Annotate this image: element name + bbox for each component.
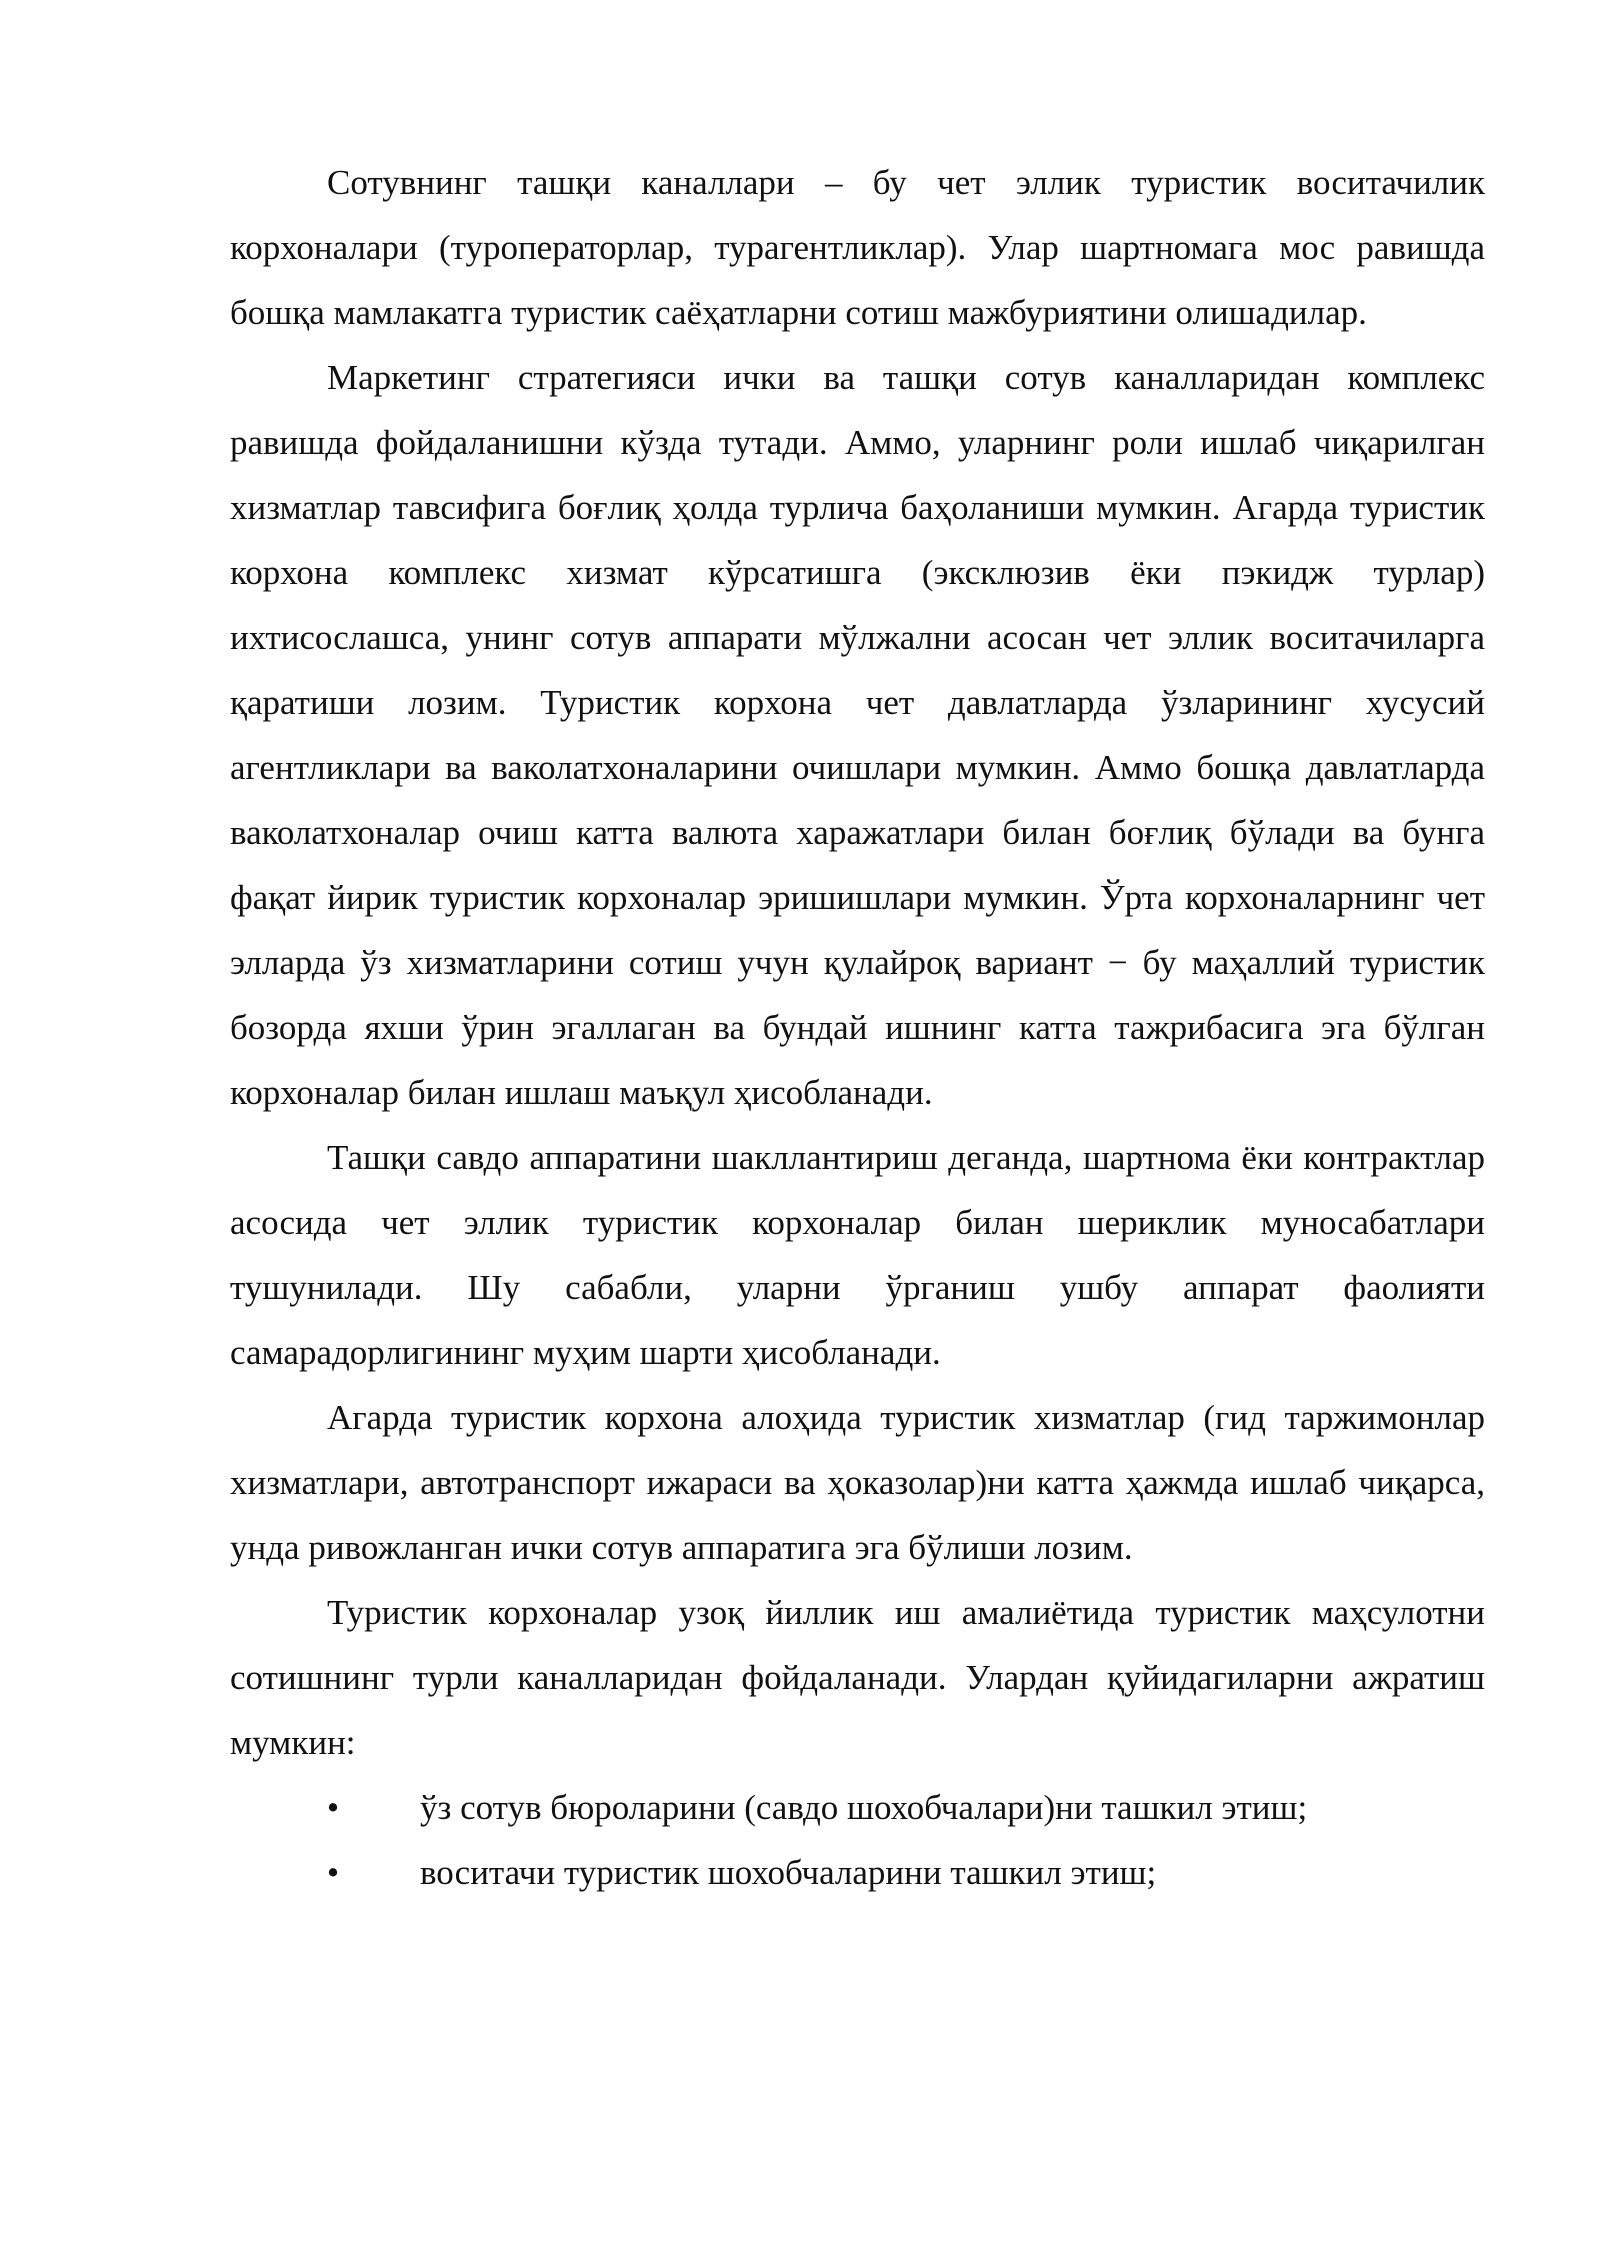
list-item-text: ўз сотув бюроларини (савдо шохобчалари)ни ташкил этиш; bbox=[420, 1788, 1308, 1827]
paragraph-separate-services: Агарда туристик корхона алоҳида туристик хизматлар (гид таржимонлар хизматлари, автотранспорт ижараси ва ҳоказолар)ни катта ҳажмда ишлаб чиқарса, унда ривожланган ички сотув аппаратига эга бўлиши лозим. bbox=[230, 1398, 1485, 1567]
paragraph-external-channels: Сотувнинг ташқи каналлари – бу чет эллик туристик воситачилик корхоналари (туроператорлар, турагентликлар). Улар шартномага мос равишда бошқа мамлакатга туристик саёҳатларни сотиш мажбуриятини олишадилар. bbox=[230, 163, 1485, 332]
list-item-text: воситачи туристик шохобчаларини ташкил этиш; bbox=[420, 1853, 1157, 1892]
paragraph-marketing-strategy: Маркетинг стратегияси ички ва ташқи сотув каналларидан комплекс равишда фойдаланишни кўзда тутади. Аммо, уларнинг роли ишлаб чиқарилган хизматлар тавсифига боғлиқ ҳолда турлича баҳоланиши мумкин. Агарда туристик корхона комплекс хизмат кўрсатишга (эксклюзив ёки пэкидж турлар) ихтисослашса, унинг сотув аппарати мўлжални асосан чет эллик воситачиларга қаратиши лозим. Туристик корхона чет давлатларда ўзларининг хусусий агентликлари ва ваколатхоналарини очишлари мумкин. Аммо бошқа давлатларда ваколатхоналар очиш катта валюта харажатлари билан боғлиқ бўлади ва бунга фақат йирик туристик корхоналар эришишлари мумкин. Ўрта корхоналарнинг чет элларда ўз хизматларини сотиш учун қулайроқ вариант − бу маҳаллий туристик бозорда яхши ўрин эгаллаган ва бундай ишнинг катта тажрибасига эга бўлган корхоналар билан ишлаш маъқул ҳисобланади. bbox=[230, 358, 1485, 1112]
bullet-list bbox=[230, 1775, 1485, 1905]
bullet-icon: • bbox=[326, 1788, 340, 1827]
paragraph-sales-channels: Туристик корхоналар узоқ йиллик иш амалиётида туристик маҳсулотни сотишнинг турли каналларидан фойдаланади. Улардан қуйидагиларни ажратиш мумкин: bbox=[230, 1593, 1485, 1762]
list-item bbox=[230, 1840, 1485, 1905]
document-page bbox=[230, 150, 1485, 1905]
paragraph-foreign-trade-apparatus: Ташқи савдо аппаратини шакллантириш деганда, шартнома ёки контрактлар асосида чет эллик туристик корхоналар билан шериклик муносабатлари тушунилади. Шу сабабли, уларни ўрганиш ушбу аппарат фаолияти самарадорлигининг муҳим шарти ҳисобланади. bbox=[230, 1138, 1485, 1372]
bullet-icon: • bbox=[326, 1853, 340, 1892]
list-item bbox=[230, 1775, 1485, 1840]
